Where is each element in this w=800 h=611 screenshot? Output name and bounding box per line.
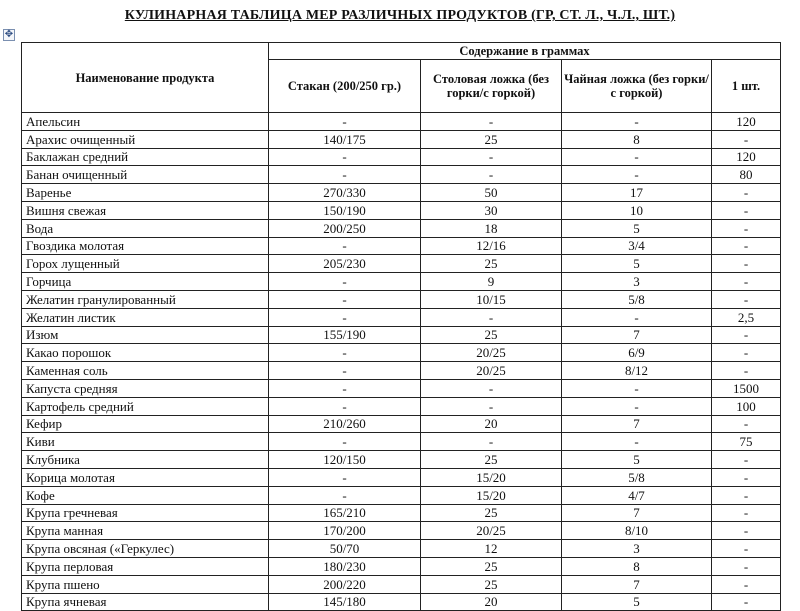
table-body xyxy=(22,113,781,611)
cell-piece: - xyxy=(712,130,781,148)
cell-product: Банан очищенный xyxy=(22,166,269,184)
cell-product: Желатин листик xyxy=(22,308,269,326)
cell-piece: - xyxy=(712,486,781,504)
cell-piece: - xyxy=(712,362,781,380)
measures-table xyxy=(21,42,781,611)
table-row xyxy=(22,237,781,255)
cell-piece: - xyxy=(712,522,781,540)
cell-teaspoon: 3 xyxy=(562,540,712,558)
cell-piece: - xyxy=(712,557,781,575)
cell-product: Капуста средняя xyxy=(22,379,269,397)
table-row xyxy=(22,362,781,380)
table-row xyxy=(22,290,781,308)
cell-piece: - xyxy=(712,540,781,558)
cell-product: Клубника xyxy=(22,451,269,469)
cell-teaspoon: 5/8 xyxy=(562,468,712,486)
cell-glass: - xyxy=(269,379,421,397)
cell-tablespoon: 9 xyxy=(421,273,562,291)
cell-glass: 50/70 xyxy=(269,540,421,558)
table-row xyxy=(22,148,781,166)
cell-teaspoon: 4/7 xyxy=(562,486,712,504)
cell-glass: 200/250 xyxy=(269,219,421,237)
cell-piece: - xyxy=(712,201,781,219)
cell-teaspoon: - xyxy=(562,113,712,131)
cell-tablespoon: 25 xyxy=(421,451,562,469)
cell-product: Арахис очищенный xyxy=(22,130,269,148)
cell-glass: 200/220 xyxy=(269,575,421,593)
cell-teaspoon: - xyxy=(562,166,712,184)
cell-piece: - xyxy=(712,290,781,308)
cell-teaspoon: 8/12 xyxy=(562,362,712,380)
cell-tablespoon: 12 xyxy=(421,540,562,558)
cell-piece: - xyxy=(712,255,781,273)
table-row xyxy=(22,433,781,451)
cell-teaspoon: 3/4 xyxy=(562,237,712,255)
cell-product: Корица молотая xyxy=(22,468,269,486)
table-row xyxy=(22,326,781,344)
cell-piece: - xyxy=(712,593,781,611)
cell-tablespoon: 18 xyxy=(421,219,562,237)
cell-piece: - xyxy=(712,468,781,486)
cell-teaspoon: 8 xyxy=(562,130,712,148)
cell-teaspoon: - xyxy=(562,308,712,326)
cell-glass: - xyxy=(269,344,421,362)
cell-product: Какао порошок xyxy=(22,344,269,362)
cell-product: Крупа пшено xyxy=(22,575,269,593)
cell-piece: - xyxy=(712,504,781,522)
cell-tablespoon: - xyxy=(421,397,562,415)
cell-tablespoon: 20/25 xyxy=(421,522,562,540)
cell-piece: 1500 xyxy=(712,379,781,397)
cell-tablespoon: 25 xyxy=(421,557,562,575)
column-header-teaspoon: Чайная ложка (без горки/с горкой) xyxy=(562,60,712,113)
cell-glass: 165/210 xyxy=(269,504,421,522)
cell-tablespoon: - xyxy=(421,433,562,451)
table-row xyxy=(22,540,781,558)
cell-glass: - xyxy=(269,148,421,166)
column-header-glass: Стакан (200/250 гр.) xyxy=(269,60,421,113)
cell-teaspoon: 5 xyxy=(562,451,712,469)
cell-teaspoon: 8/10 xyxy=(562,522,712,540)
table-row xyxy=(22,522,781,540)
cell-product: Крупа ячневая xyxy=(22,593,269,611)
table-row xyxy=(22,504,781,522)
cell-product: Крупа овсяная («Геркулес) xyxy=(22,540,269,558)
cell-tablespoon: 25 xyxy=(421,255,562,273)
cell-tablespoon: 20/25 xyxy=(421,344,562,362)
table-row xyxy=(22,557,781,575)
cell-glass: 120/150 xyxy=(269,451,421,469)
cell-product: Картофель средний xyxy=(22,397,269,415)
group-header-grams: Содержание в граммах xyxy=(269,43,781,60)
cell-glass: 205/230 xyxy=(269,255,421,273)
cell-product: Изюм xyxy=(22,326,269,344)
cell-product: Вишня свежая xyxy=(22,201,269,219)
cell-product: Крупа манная xyxy=(22,522,269,540)
cell-piece: - xyxy=(712,219,781,237)
cell-piece: - xyxy=(712,344,781,362)
cell-product: Гвоздика молотая xyxy=(22,237,269,255)
cell-glass: - xyxy=(269,113,421,131)
table-row xyxy=(22,184,781,202)
cell-teaspoon: 6/9 xyxy=(562,344,712,362)
cell-product: Крупа гречневая xyxy=(22,504,269,522)
cell-glass: - xyxy=(269,308,421,326)
table-row xyxy=(22,166,781,184)
column-header-piece: 1 шт. xyxy=(712,60,781,113)
cell-teaspoon: 7 xyxy=(562,326,712,344)
table-row xyxy=(22,486,781,504)
table-row xyxy=(22,397,781,415)
table-row xyxy=(22,308,781,326)
cell-product: Каменная соль xyxy=(22,362,269,380)
table-move-handle-icon[interactable]: ✥ xyxy=(4,29,14,40)
table-row xyxy=(22,219,781,237)
cell-product: Апельсин xyxy=(22,113,269,131)
cell-tablespoon: 10/15 xyxy=(421,290,562,308)
cell-tablespoon: 15/20 xyxy=(421,486,562,504)
cell-glass: - xyxy=(269,433,421,451)
cell-teaspoon: 17 xyxy=(562,184,712,202)
cell-product: Желатин гранулированный xyxy=(22,290,269,308)
cell-teaspoon: 7 xyxy=(562,415,712,433)
cell-tablespoon: - xyxy=(421,308,562,326)
cell-glass: 145/180 xyxy=(269,593,421,611)
cell-tablespoon: 20/25 xyxy=(421,362,562,380)
cell-tablespoon: 30 xyxy=(421,201,562,219)
cell-product: Вода xyxy=(22,219,269,237)
cell-glass: - xyxy=(269,290,421,308)
cell-glass: 180/230 xyxy=(269,557,421,575)
cell-tablespoon: 25 xyxy=(421,575,562,593)
cell-tablespoon: - xyxy=(421,379,562,397)
cell-piece: 120 xyxy=(712,148,781,166)
cell-glass: - xyxy=(269,397,421,415)
cell-teaspoon: - xyxy=(562,148,712,166)
cell-teaspoon: 7 xyxy=(562,504,712,522)
cell-piece: - xyxy=(712,326,781,344)
cell-piece: 120 xyxy=(712,113,781,131)
cell-product: Киви xyxy=(22,433,269,451)
cell-product: Горох лущенный xyxy=(22,255,269,273)
cell-tablespoon: 25 xyxy=(421,326,562,344)
cell-teaspoon: 5 xyxy=(562,593,712,611)
cell-tablespoon: - xyxy=(421,148,562,166)
cell-glass: 210/260 xyxy=(269,415,421,433)
cell-teaspoon: - xyxy=(562,379,712,397)
cell-teaspoon: - xyxy=(562,433,712,451)
cell-piece: 75 xyxy=(712,433,781,451)
table-row xyxy=(22,130,781,148)
cell-tablespoon: 25 xyxy=(421,130,562,148)
cell-teaspoon: 5/8 xyxy=(562,290,712,308)
cell-piece: - xyxy=(712,273,781,291)
cell-product: Крупа перловая xyxy=(22,557,269,575)
cell-product: Кофе xyxy=(22,486,269,504)
cell-tablespoon: 20 xyxy=(421,415,562,433)
cell-tablespoon: 15/20 xyxy=(421,468,562,486)
table-row xyxy=(22,113,781,131)
table-row xyxy=(22,575,781,593)
table-row xyxy=(22,273,781,291)
table-row xyxy=(22,451,781,469)
cell-product: Варенье xyxy=(22,184,269,202)
cell-teaspoon: 8 xyxy=(562,557,712,575)
cell-glass: 270/330 xyxy=(269,184,421,202)
column-header-product: Наименование продукта xyxy=(22,43,269,113)
cell-tablespoon: 20 xyxy=(421,593,562,611)
cell-tablespoon: 50 xyxy=(421,184,562,202)
cell-piece: - xyxy=(712,237,781,255)
table-row xyxy=(22,468,781,486)
cell-teaspoon: - xyxy=(562,397,712,415)
column-header-tablespoon: Столовая ложка (без горки/с горкой) xyxy=(421,60,562,113)
cell-tablespoon: - xyxy=(421,113,562,131)
table-row xyxy=(22,255,781,273)
cell-piece: - xyxy=(712,415,781,433)
cell-tablespoon: 25 xyxy=(421,504,562,522)
table-row xyxy=(22,415,781,433)
cell-product: Баклажан средний xyxy=(22,148,269,166)
table-row xyxy=(22,379,781,397)
cell-glass: 140/175 xyxy=(269,130,421,148)
cell-teaspoon: 5 xyxy=(562,219,712,237)
cell-teaspoon: 7 xyxy=(562,575,712,593)
cell-glass: - xyxy=(269,468,421,486)
cell-glass: 155/190 xyxy=(269,326,421,344)
cell-piece: - xyxy=(712,451,781,469)
cell-piece: - xyxy=(712,184,781,202)
page-title: КУЛИНАРНАЯ ТАБЛИЦА МЕР РАЗЛИЧНЫХ ПРОДУКТОВ (ГР, СТ. Л., Ч.Л., ШТ.) xyxy=(124,8,676,23)
cell-glass: 150/190 xyxy=(269,201,421,219)
cell-teaspoon: 5 xyxy=(562,255,712,273)
cell-glass: - xyxy=(269,273,421,291)
cell-teaspoon: 10 xyxy=(562,201,712,219)
table-row xyxy=(22,593,781,611)
cell-tablespoon: - xyxy=(421,166,562,184)
cell-piece: 2,5 xyxy=(712,308,781,326)
cell-teaspoon: 3 xyxy=(562,273,712,291)
table-row xyxy=(22,344,781,362)
table-row xyxy=(22,201,781,219)
cell-glass: - xyxy=(269,486,421,504)
cell-glass: - xyxy=(269,166,421,184)
cell-piece: 100 xyxy=(712,397,781,415)
cell-glass: 170/200 xyxy=(269,522,421,540)
cell-glass: - xyxy=(269,362,421,380)
cell-product: Горчица xyxy=(22,273,269,291)
cell-glass: - xyxy=(269,237,421,255)
cell-tablespoon: 12/16 xyxy=(421,237,562,255)
cell-piece: 80 xyxy=(712,166,781,184)
cell-product: Кефир xyxy=(22,415,269,433)
cell-piece: - xyxy=(712,575,781,593)
